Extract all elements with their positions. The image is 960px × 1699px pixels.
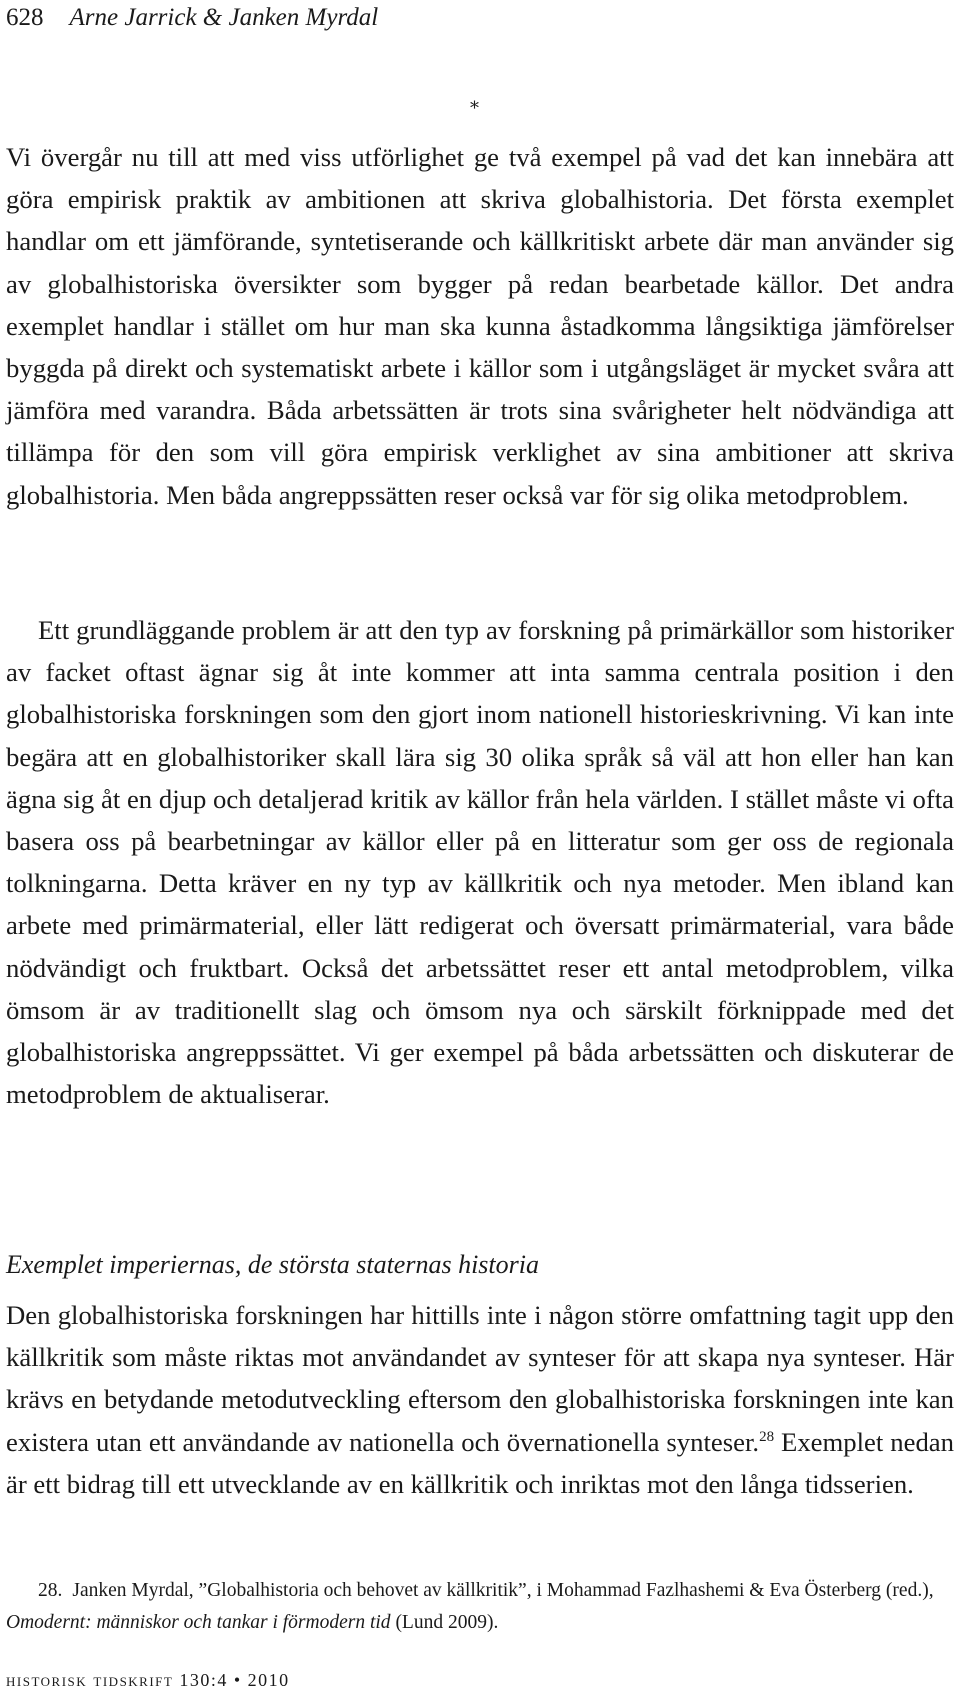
page-number: 628	[6, 4, 44, 31]
paragraph-3-text-cont: Exemplet nedan är ett bidrag till ett utvecklande av en källkritik och inriktas mot den långa tidsserien.	[6, 1426, 954, 1499]
section-heading: Exemplet imperiernas, de största staternas historia	[6, 1250, 539, 1279]
footnote-ref-28[interactable]: 28	[759, 1428, 775, 1445]
running-head	[6, 0, 378, 36]
footnote-text: Janken Myrdal, ”Globalhistoria och behovet av källkritik”, i Mohammad Fazlhashemi & Eva Österberg (red.),	[72, 1580, 934, 1601]
section-separator: *	[470, 98, 479, 119]
paragraph-2: Ett grundläggande problem är att den typ av forskning på primärkällor som historiker av facket oftast ägnar sig åt inte kommer att inta samma centrala position i den globalhistoriska forskningen som den gjort inom nationell historieskrivning. Vi kan inte begära att en globalhistoriker skall lära sig 30 olika språk så väl att hon eller han kan ägna sig åt en djup och detaljerad kritik av källor från hela världen. I stället måste vi ofta basera oss på bearbetningar av källor eller på en litteratur som ger oss de regionala tolkningarna. Detta kräver en ny typ av källkritik och nya metoder. Men ibland kan arbete med primärmaterial, eller lätt redigerat och översatt primärmaterial, vara både nödvändigt och fruktbart. Också det arbetssättet reser ett antal metodproblem, vilka ömsom är av traditionellt slag och ömsom nya och särskilt förknippade med det globalhistoriska angreppssättet. Vi ger exempel på båda arbetssätten och diskuterar de metodproblem de aktualiserar.	[6, 615, 954, 1110]
journal-issue: 130:4 • 2010	[179, 1670, 290, 1690]
journal-name: historisk tidskrift	[6, 1670, 174, 1691]
paragraph-1: Vi övergår nu till att med viss utförlighet ge två exempel på vad det kan innebära att göra empirisk praktik av ambitionen att skriva globalhistoria. Det första exemplet handlar om ett jämförande, syntetiserande och källkritiskt arbete där man använder sig av globalhistoriska översikter som bygger på redan bearbetade källor. Det andra exemplet handlar i stället om hur man ska kunna åstadkomma långsiktiga jämförelser byggda på direkt och systematiskt arbete i källor som i utgångsläget är mycket svåra att jämföra med varandra. Båda arbetssätten är trots sina svårigheter helt nödvändiga att tillämpa för den som vill göra empirisk verklighet av sina ambitioner att skriva globalhistoria. Men båda angreppssätten reser också var för sig olika metodproblem.	[6, 142, 954, 510]
footnote-28	[6, 1575, 954, 1639]
footnote-text-end: (Lund 2009).	[390, 1612, 499, 1633]
paragraph-3	[6, 1294, 954, 1505]
footnote-title: Omodernt: människor och tankar i förmodern tid	[6, 1612, 391, 1633]
paragraph-3-text: Den globalhistoriska forskningen har hittills inte i någon större omfattning tagit upp den källkritik som måste riktas mot användandet av synteser för att skapa nya synteser. Här krävs en betydande metodutveckling eftersom den globalhistoriska forskningen inte kan existera utan ett användande av nationella och övernationella synteser.	[6, 1300, 954, 1457]
journal-footer	[6, 1670, 290, 1692]
running-head-authors: Arne Jarrick & Janken Myrdal	[69, 4, 379, 31]
footnote-number: 28.	[38, 1580, 63, 1601]
